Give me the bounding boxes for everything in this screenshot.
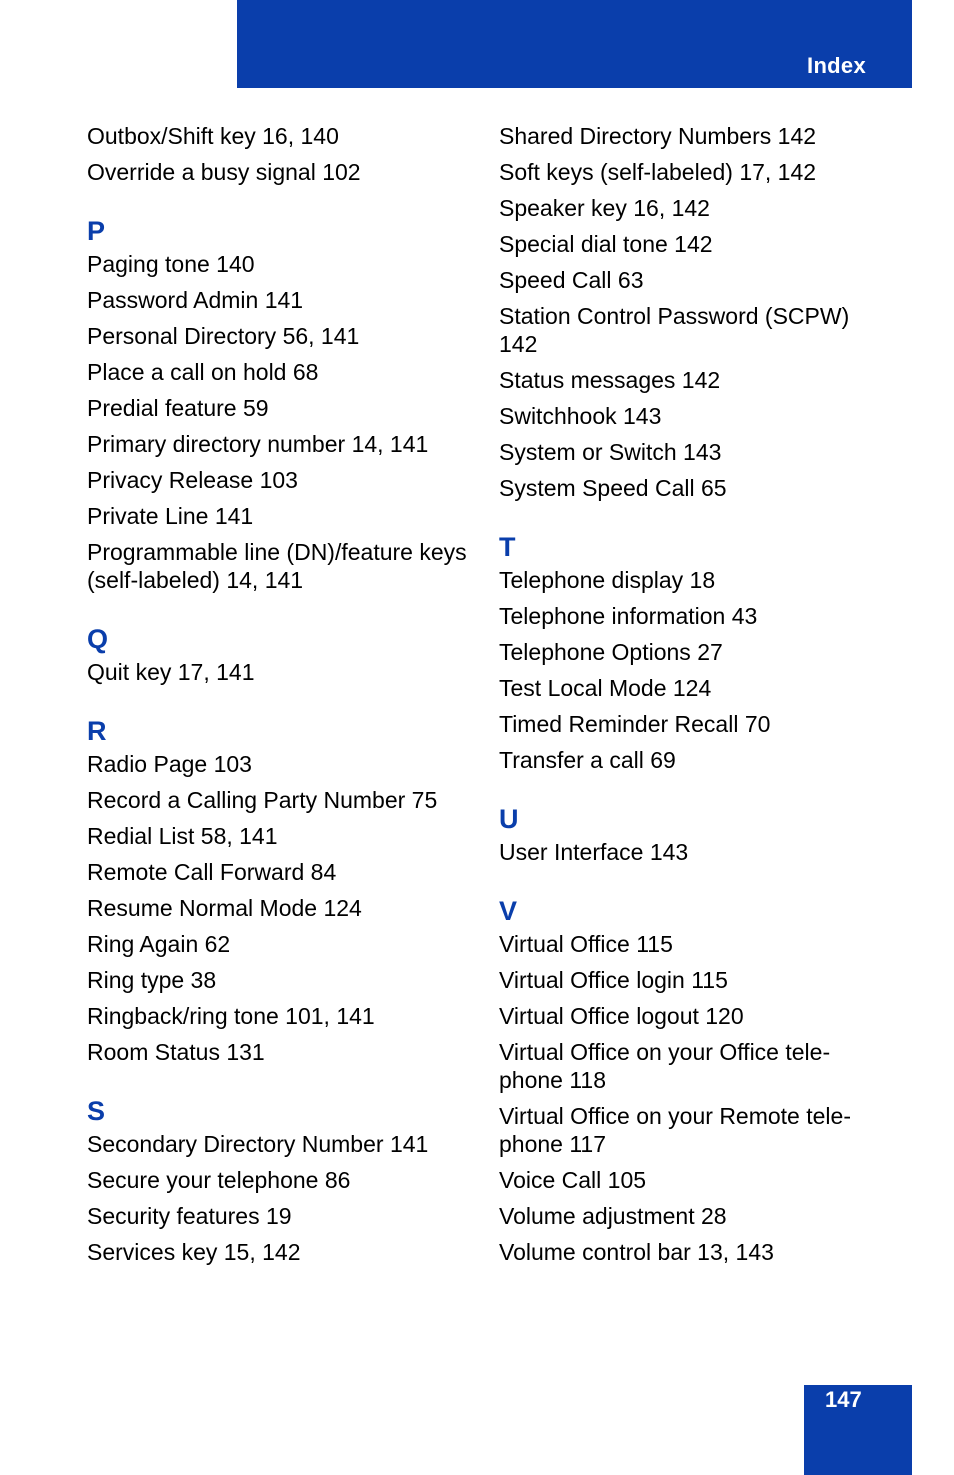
index-entry: Telephone display 18	[499, 567, 716, 593]
index-entry: Programmable line (DN)/feature keys (self-labeled) 14, 141	[87, 539, 467, 593]
index-entry: Transfer a call 69	[499, 747, 676, 773]
index-entry: Telephone Options 27	[499, 639, 723, 665]
index-entry: Secure your telephone 86	[87, 1167, 351, 1193]
index-entry: Services key 15, 142	[87, 1239, 301, 1265]
index-column-left	[87, 122, 467, 1274]
section-letter-p: P	[87, 216, 106, 246]
index-entry: Radio Page 103	[87, 751, 252, 777]
index-entry: Soft keys (self-labeled) 17, 142	[499, 159, 817, 185]
index-entry: Virtual Office login 115	[499, 967, 728, 993]
index-entry: Primary directory number 14, 141	[87, 431, 429, 457]
index-entry: Redial List 58, 141	[87, 823, 278, 849]
index-entry: Ring type 38	[87, 967, 217, 993]
section-letter-t: T	[499, 532, 516, 562]
page-number-box	[804, 1385, 912, 1475]
index-entry: Outbox/Shift key 16, 140	[87, 123, 339, 149]
index-column-right	[499, 122, 879, 1274]
index-entry: Ringback/ring tone 101, 141	[87, 1003, 375, 1029]
header-bar	[237, 0, 912, 88]
index-entry: Virtual Office logout 120	[499, 1003, 744, 1029]
index-entry: Voice Call 105	[499, 1167, 647, 1193]
index-entry: Status messages 142	[499, 367, 721, 393]
section-letter-q: Q	[87, 624, 109, 654]
index-entry: Paging tone 140	[87, 251, 255, 277]
index-entry: Telephone information 43	[499, 603, 758, 629]
index-entry: Speaker key 16, 142	[499, 195, 710, 221]
index-entry: Record a Calling Party Number 75	[87, 787, 438, 813]
index-entry: Personal Directory 56, 141	[87, 323, 360, 349]
section-letter-s: S	[87, 1096, 106, 1126]
index-entry: Test Local Mode 124	[499, 675, 712, 701]
index-entry: Password Admin 141	[87, 287, 304, 313]
index-entry: Remote Call Forward 84	[87, 859, 337, 885]
index-entry: Quit key 17, 141	[87, 659, 255, 685]
index-entry: Resume Normal Mode 124	[87, 895, 362, 921]
index-entry: Secondary Directory Number 141	[87, 1131, 429, 1157]
index-entry: System Speed Call 65	[499, 475, 727, 501]
section-letter-v: V	[499, 896, 518, 926]
index-entry: Place a call on hold 68	[87, 359, 319, 385]
index-entry: Switchhook 143	[499, 403, 662, 429]
index-entry: Virtual Office on your Remote tele-phone 117	[499, 1103, 851, 1157]
index-entry: Virtual Office 115	[499, 931, 673, 957]
section-letter-r: R	[87, 716, 107, 746]
index-entry: Timed Reminder Recall 70	[499, 711, 771, 737]
index-entry: Speed Call 63	[499, 267, 644, 293]
index-entry: Privacy Release 103	[87, 467, 298, 493]
index-entry: Virtual Office on your Office tele-phone 118	[499, 1039, 831, 1093]
index-entry: Private Line 141	[87, 503, 254, 529]
index-entry: Station Control Password (SCPW) 142	[499, 303, 850, 357]
section-letter-u: U	[499, 804, 519, 834]
index-entry: Shared Directory Numbers 142	[499, 123, 817, 149]
index-entry: User Interface 143	[499, 839, 689, 865]
index-entry: Ring Again 62	[87, 931, 231, 957]
index-entry: System or Switch 143	[499, 439, 722, 465]
index-entry: Security features 19	[87, 1203, 292, 1229]
index-entry: Room Status 131	[87, 1039, 265, 1065]
index-entry: Volume control bar 13, 143	[499, 1239, 774, 1265]
index-entry: Override a busy signal 102	[87, 159, 361, 185]
page-number: 147	[825, 1387, 862, 1412]
index-entry: Special dial tone 142	[499, 231, 713, 257]
index-entry: Predial feature 59	[87, 395, 269, 421]
page-title: Index	[807, 53, 866, 78]
index-entry: Volume adjustment 28	[499, 1203, 727, 1229]
